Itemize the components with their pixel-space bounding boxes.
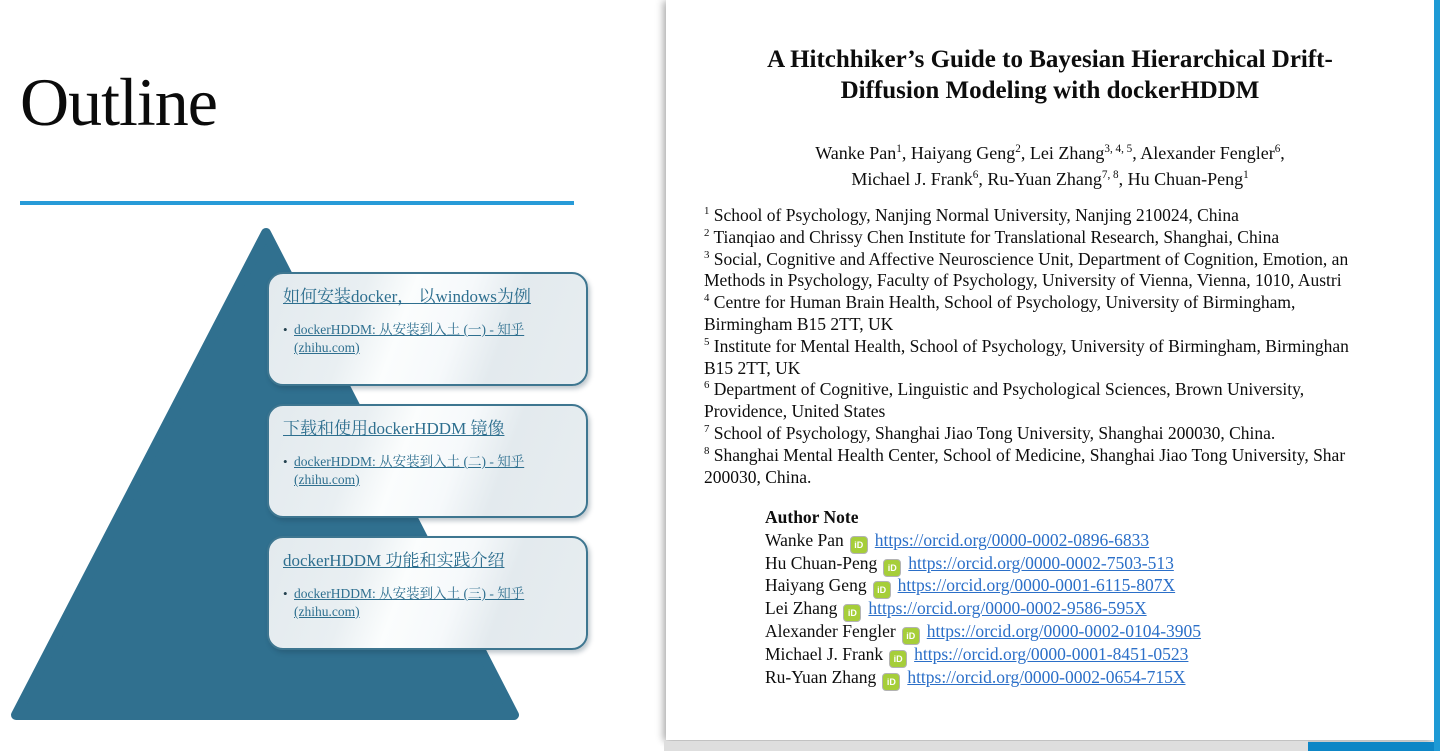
orcid-url-link[interactable]: https://orcid.org/0000-0001-6115-807X	[897, 575, 1176, 596]
author-name: Hu Chuan-Peng	[765, 552, 878, 573]
orcid-url-link[interactable]: https://orcid.org/0000-0002-0896-6833	[874, 529, 1150, 550]
bullet-dot: •	[283, 586, 288, 601]
author-note-row	[765, 620, 1201, 643]
author-name: Ru-Yuan Zhang	[765, 666, 877, 687]
orcid-id-icon: iD	[843, 604, 861, 622]
orcid-id-icon: iD	[902, 627, 920, 645]
affiliation-line: $^4$ Centre for Human Brain Health, School of Psychology, University of Birmingham,	[704, 292, 1296, 313]
orcid-url-link[interactable]: https://orcid.org/0000-0002-7503-513	[908, 552, 1174, 573]
pyramid-item-1	[267, 272, 588, 386]
author-name: Wanke Pan	[765, 529, 844, 550]
pyramid-item-1-title-link[interactable]: 如何安装docker， 以windows为例	[283, 287, 531, 306]
author-note-row	[765, 666, 1201, 689]
affiliation-line: $^5$ Institute for Mental Health, School of Psychology, University of Birmingham, Birminghan	[704, 335, 1349, 356]
orcid-url-link[interactable]: https://orcid.org/0000-0001-8451-0523	[914, 643, 1189, 664]
bottom-gray-strip	[664, 741, 1308, 751]
pyramid-item-2-link[interactable]: dockerHDDM: 从安装到入土 (二) - 知乎 (zhihu.com)	[294, 454, 525, 487]
author-line: Michael J. Frank$^6$, Ru-Yuan Zhang$^{7, 8}$, Hu Chuan-Peng$^1$	[851, 169, 1249, 189]
pyramid-item-2-bullet	[283, 453, 572, 489]
slide-panel	[0, 0, 666, 751]
author-name: Michael J. Frank	[765, 643, 884, 664]
bullet-dot: •	[283, 454, 288, 469]
author-note-row	[765, 643, 1201, 666]
author-name: Alexander Fengler	[765, 620, 896, 641]
affiliation-line: Methods in Psychology, Faculty of Psychology, University of Vienna, Vienna, 1010, Austri	[704, 270, 1342, 291]
author-note-heading: Author Note	[765, 507, 859, 527]
orcid-id-icon: iD	[873, 581, 891, 599]
paper-authors	[666, 140, 1434, 192]
affiliation-line: $^7$ School of Psychology, Shanghai Jiao Tong University, Shanghai 200030, China.	[704, 422, 1276, 443]
affiliation-line: Providence, United States	[704, 401, 886, 422]
pyramid-item-2	[267, 404, 588, 518]
affiliation-line: Birmingham B15 2TT, UK	[704, 313, 894, 334]
paper-affiliations	[704, 205, 1434, 488]
author-note-row	[765, 574, 1201, 597]
orcid-url-link[interactable]: https://orcid.org/0000-0002-9586-595X	[868, 598, 1147, 619]
pyramid-item-3-link[interactable]: dockerHDDM: 从安装到入土 (三) - 知乎 (zhihu.com)	[294, 586, 525, 619]
paper-page	[666, 0, 1434, 740]
paper-title-line: Diffusion Modeling with dockerHDDM	[840, 77, 1260, 104]
affiliation-line: $^8$ Shanghai Mental Health Center, School of Medicine, Shanghai Jiao Tong University, Shar	[704, 444, 1346, 465]
right-edge-blue-bar	[1434, 0, 1440, 751]
author-line: Wanke Pan$^1$, Haiyang Geng$^2$, Lei Zhang$^{3, 4, 5}$, Alexander Fengler$^6$,	[815, 143, 1285, 163]
slide-title: Outline	[20, 64, 217, 140]
orcid-id-icon: iD	[882, 673, 900, 691]
paper-title-line: A Hitchhiker’s Guide to Bayesian Hierarchical Drift-	[767, 46, 1333, 73]
pyramid-item-3-bullet	[283, 585, 572, 621]
author-name: Lei Zhang	[765, 598, 838, 619]
author-note-row	[765, 552, 1201, 575]
pyramid-item-1-bullet	[283, 321, 572, 357]
orcid-id-icon: iD	[889, 650, 907, 668]
bullet-dot: •	[283, 322, 288, 337]
author-note-row	[765, 529, 1201, 552]
orcid-id-icon: iD	[883, 559, 901, 577]
paper-title	[666, 44, 1434, 106]
author-note-row	[765, 597, 1201, 620]
affiliation-line: 200030, China.	[704, 466, 812, 487]
pyramid-item-3	[267, 536, 588, 650]
affiliation-line: $^3$ Social, Cognitive and Affective Neuroscience Unit, Department of Cognition, Emotion, an	[704, 248, 1349, 269]
affiliation-line: $^2$ Tianqiao and Chrissy Chen Institute for Translational Research, Shanghai, China	[704, 226, 1280, 247]
author-name: Haiyang Geng	[765, 575, 867, 596]
affiliation-line: $^1$ School of Psychology, Nanjing Normal University, Nanjing 210024, China	[704, 205, 1239, 225]
pyramid-item-3-title-link[interactable]: dockerHDDM 功能和实践介绍	[283, 551, 505, 570]
author-note	[765, 506, 1201, 688]
affiliation-line: $^6$ Department of Cognitive, Linguistic and Psychological Sciences, Brown University,	[704, 379, 1305, 400]
orcid-url-link[interactable]: https://orcid.org/0000-0002-0104-3905	[926, 620, 1202, 641]
orcid-url-link[interactable]: https://orcid.org/0000-0002-0654-715X	[907, 666, 1186, 687]
orcid-id-icon: iD	[850, 536, 868, 554]
pyramid-item-1-link[interactable]: dockerHDDM: 从安装到入土 (一) - 知乎 (zhihu.com)	[294, 322, 525, 355]
bottom-blue-strip	[1308, 742, 1440, 751]
affiliation-line: B15 2TT, UK	[704, 357, 801, 378]
pyramid-item-2-title-link[interactable]: 下载和使用dockerHDDM 镜像	[283, 419, 505, 438]
